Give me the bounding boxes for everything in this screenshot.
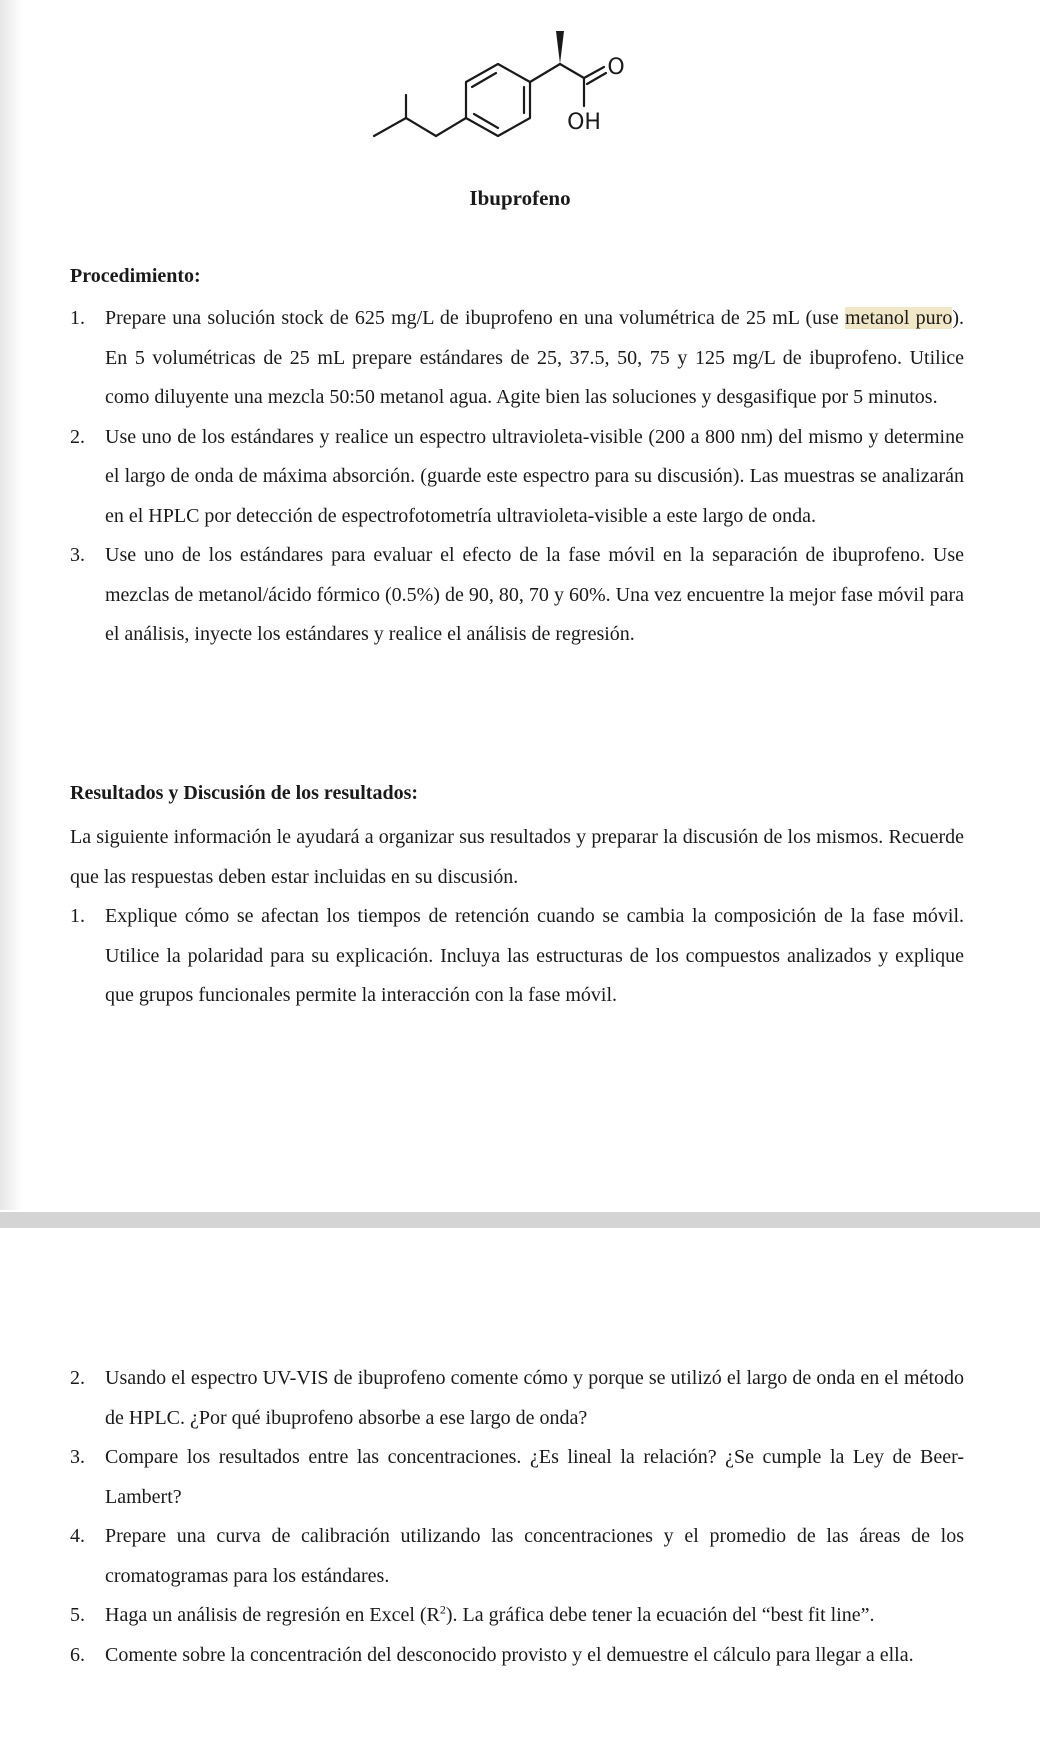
ring-double-bond-3 (474, 114, 498, 128)
item-text: Use uno de los estándares y realice un espectro ultravioleta-visible (200 a 800 nm) del mismo y determine el largo de onda de máxima absorción. (guarde este espectro para su discusión). Las muestras se analizarán en el HPLC por detección de espectrofotometría ultravioleta-visible a este largo de onda. (105, 425, 964, 527)
results-item-4 (70, 1517, 964, 1596)
item-text: Explique cómo se afectan los tiempos de retención cuando se cambia la composición de la fase móvil. Utilice la polaridad para su explicación. Incluya las estructuras de los compuestos analizados y explique que grupos funcionales permite la interacción con la fase móvil. (105, 905, 964, 1006)
item-number: 1. (70, 905, 85, 927)
procedure-heading: Procedimiento: (70, 265, 201, 287)
procedure-item-3 (70, 536, 964, 655)
bond-methyl-a (374, 118, 406, 136)
procedure-list (70, 299, 964, 655)
item-number: 1. (70, 307, 85, 329)
page-break-divider (0, 1212, 1040, 1228)
item-text: Compare los resultados entre las concentraciones. ¿Es lineal la relación? ¿Se cumple la Ley de Beer-Lambert? (105, 1446, 964, 1508)
results-item-2 (70, 1359, 964, 1438)
item-text-continued: ). En 5 volumétricas de 25 mL prepare estándares de 25, 37.5, 50, 75 y 125 mg/L de ibuprofeno. Utilice como diluyente una mezcla 50:50 metanol agua. Agite bien las soluciones y desgasifique por 5 minutos. (105, 307, 964, 408)
bond-ch-ch2 (406, 118, 436, 136)
hydroxyl-label: OH (567, 110, 601, 135)
oxygen-label: O (607, 55, 625, 80)
item-number: 3. (70, 544, 85, 566)
item-text: Prepare una curva de calibración utilizando las concentraciones y el promedio de las áreas de los cromatogramas para los estándares. (105, 1525, 964, 1587)
results-section-top (70, 818, 964, 1016)
results-item-3 (70, 1438, 964, 1517)
item-text: Usando el espectro UV-VIS de ibuprofeno comente cómo y porque se utilizó el largo de onda en el método de HPLC. ¿Por qué ibuprofeno absorbe a ese largo de onda? (105, 1367, 964, 1429)
item-number: 2. (70, 1367, 85, 1389)
results-list-part-1 (70, 897, 964, 1016)
results-list-part-2 (70, 1359, 964, 1675)
item-number: 2. (70, 425, 85, 448)
item-text: Use uno de los estándares para evaluar el efecto de la fase móvil en la separación de ibuprofeno. Use mezclas de metanol/ácido fórmico (0.5%) de 90, 80, 70 y 60%. Una vez encuentre la mejor fase móvil para el análisis, inyecte los estándares y realice el análisis de regresión. (105, 544, 964, 645)
ring-double-bond-1 (472, 73, 496, 87)
results-intro: La siguiente información le ayudará a organizar sus resultados y preparar la discusión de los mismos. Recuerde que las respuestas deben estar incluidas en su discusión. (70, 826, 964, 888)
structure-caption: Ibuprofeno (469, 186, 571, 210)
item-number: 6. (70, 1643, 85, 1666)
bond-ring-alpha (530, 64, 560, 82)
benzene-ring (466, 64, 530, 136)
item-text-continued: ). La gráfica debe tener la ecuación del “best fit line”. (445, 1604, 875, 1626)
superscript: 2 (439, 1602, 446, 1617)
wedge-methyl-bond (556, 31, 564, 64)
item-number: 5. (70, 1604, 85, 1626)
bond-ch2-ring (436, 118, 466, 136)
bond-alpha-carboxyl (560, 64, 584, 78)
results-item-5 (70, 1596, 964, 1636)
results-heading: Resultados y Discusión de los resultados: (70, 782, 419, 804)
item-text: Haga un análisis de regresión en Excel (R (105, 1604, 440, 1626)
procedure-item-2 (70, 418, 964, 537)
page-edge-shadow (0, 0, 22, 1210)
procedure-item-1 (70, 299, 964, 418)
results-item-1 (70, 897, 964, 1016)
ibuprofen-structure (360, 20, 680, 160)
item-text: Prepare una solución stock de 625 mg/L de ibuprofeno en una volumétrica de 25 mL (use (105, 307, 846, 329)
item-text: Comente sobre la concentración del desconocido provisto y el demuestre el cálculo para llegar a ella. (105, 1643, 914, 1666)
results-item-6 (70, 1636, 964, 1676)
item-number: 4. (70, 1525, 85, 1547)
item-number: 3. (70, 1446, 85, 1468)
highlighted-text: metanol puro (845, 307, 953, 329)
